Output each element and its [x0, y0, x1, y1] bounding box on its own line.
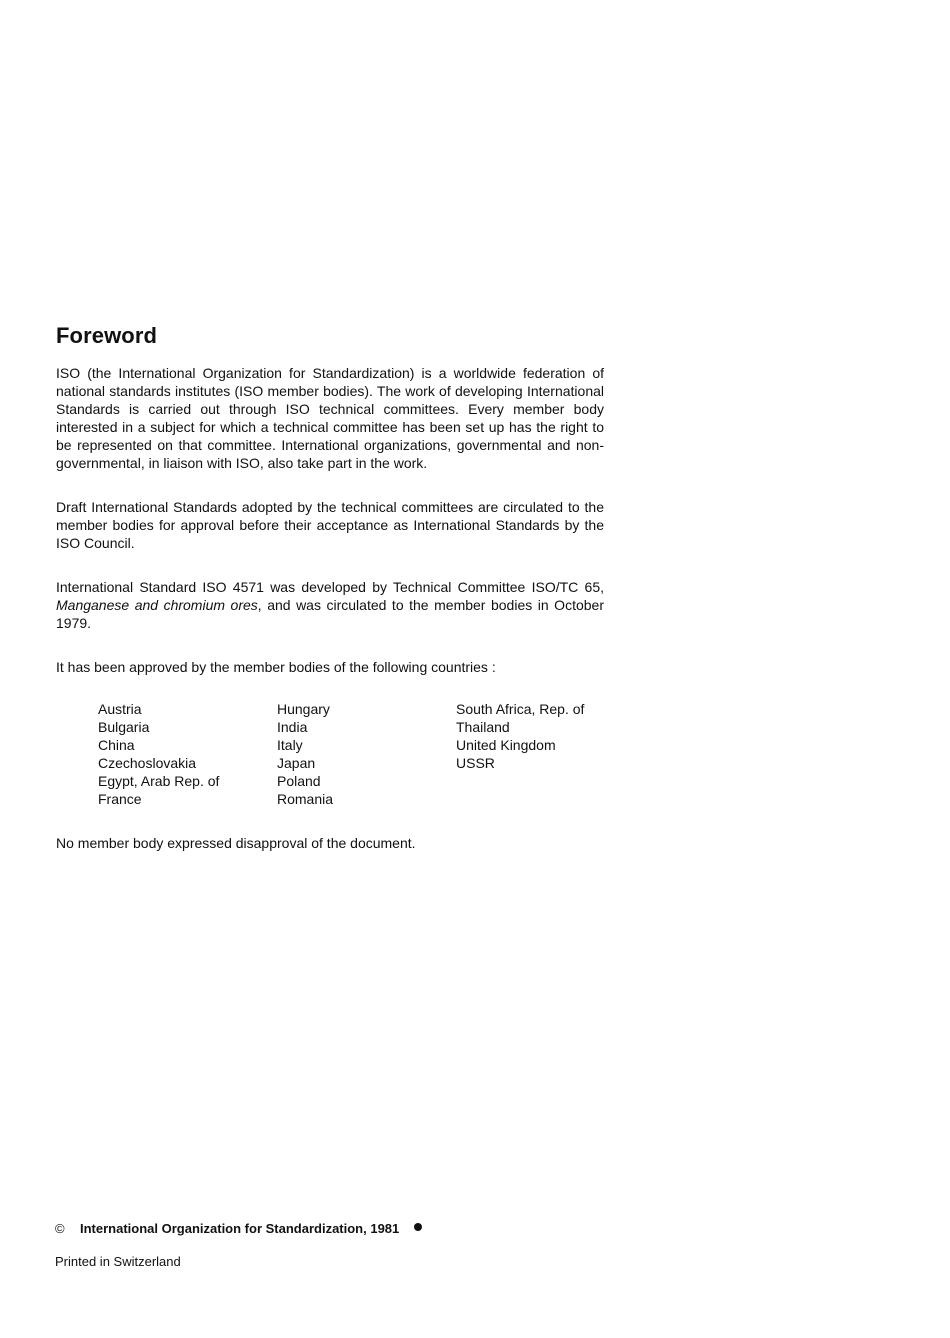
country-czechoslovakia: Czechoslovakia — [98, 755, 197, 771]
copyright-line — [55, 1220, 422, 1238]
country-bulgaria: Bulgaria — [98, 719, 150, 735]
country-egypt: Egypt, Arab Rep. of — [98, 773, 220, 789]
country-japan: Japan — [277, 755, 316, 771]
countries-column-1 — [98, 700, 268, 808]
country-italy: Italy — [277, 737, 303, 753]
draft-standards-paragraph: Draft International Standards adopted by the technical committees are circulated to the member bodies for approval before their acceptance as International Standards by the ISO Council. — [56, 499, 604, 551]
country-romania: Romania — [277, 791, 334, 807]
bullet-icon — [414, 1223, 422, 1231]
country-south-africa: South Africa, Rep. of — [456, 701, 585, 717]
country-united-kingdom: United Kingdom — [456, 737, 556, 753]
development-paragraph — [56, 578, 604, 632]
committee-title: Manganese and chromium ores — [56, 597, 258, 613]
development-text-after-title: , and was circulated to the member bodies in October 1979. — [56, 597, 604, 631]
foreword-section — [56, 322, 604, 852]
country-poland: Poland — [277, 773, 321, 789]
country-ussr: USSR — [456, 755, 495, 771]
printed-in-switzerland: Printed in Switzerland — [55, 1254, 181, 1269]
countries-column-3 — [456, 700, 606, 772]
copyright-text: International Organization for Standardization, 1981 — [80, 1221, 400, 1236]
country-hungary: Hungary — [277, 701, 330, 717]
approval-intro: It has been approved by the member bodies of the following countries : — [56, 659, 496, 675]
copyright-icon: © — [55, 1221, 65, 1236]
country-austria: Austria — [98, 701, 142, 717]
countries-column-2 — [277, 700, 437, 808]
disapproval-note: No member body expressed disapproval of the document. — [56, 835, 416, 851]
approving-countries-list — [98, 700, 604, 808]
country-india: India — [277, 719, 308, 735]
iso-description-paragraph: ISO (the International Organization for Standardization) is a worldwide federation of national standards institutes (ISO member bodies). The work of developing International Standards is carried out through ISO technical committees. Every member body interested in a subject for which a technical committee has been set up has the right to be represented on that committee. International organizations, governmental and non-governmental, in liaison with ISO, also take part in the work. — [56, 365, 604, 471]
foreword-heading: Foreword — [56, 323, 158, 348]
country-thailand: Thailand — [456, 719, 510, 735]
country-france: France — [98, 791, 142, 807]
development-text-before-title: International Standard ISO 4571 was developed by Technical Committee ISO/TC 65, — [56, 579, 604, 595]
country-china: China — [98, 737, 135, 753]
